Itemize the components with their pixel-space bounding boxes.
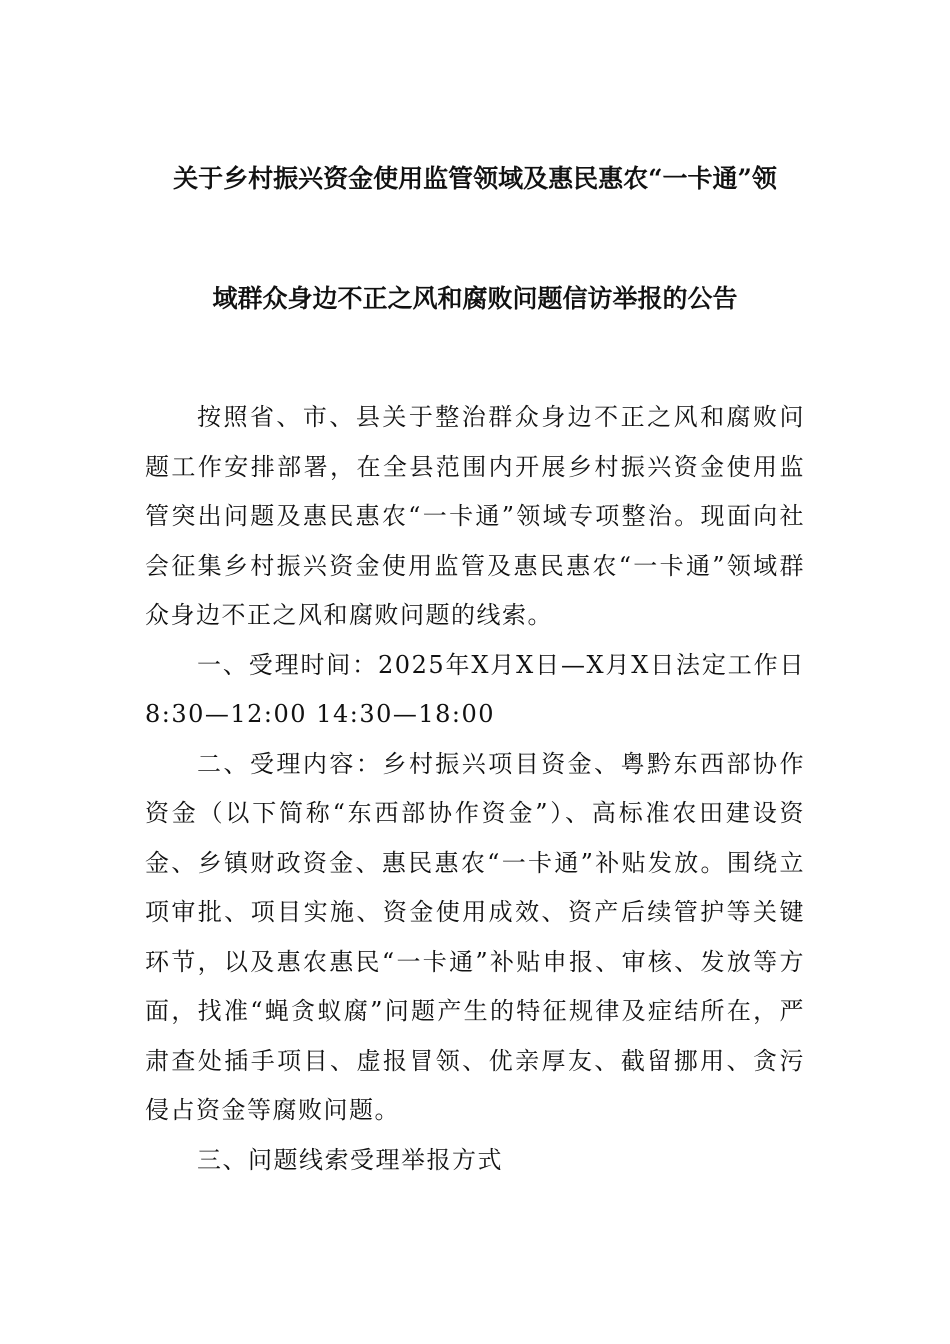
document-body: [145, 393, 805, 1185]
section-reporting-methods-heading: 三、问题线索受理举报方式: [197, 1145, 503, 1174]
section-acceptance-time: 一、受理时间：2025年X月X日—X月X日法定工作日8:30—12:00 14:30—18:00: [145, 650, 805, 728]
document-title-line-2: 域群众身边不正之风和腐败问题信访举报的公告: [212, 284, 738, 313]
section-acceptance-content: 二、受理内容：乡村振兴项目资金、粤黔东西部协作资金（以下简称“东西部协作资金”）、高标准农田建设资金、乡镇财政资金、惠民惠农“一卡通”补贴发放。围绕立项审批、项目实施、资金使用成效、资产后续管护等关键环节，以及惠农惠民“一卡通”补贴申报、审核、发放等方面，找准“蝇贪蚁腐”问题产生的特征规律及症结所在，严肃查处插手项目、虚报冒领、优亲厚友、截留挪用、贪污侵占资金等腐败问题。: [145, 749, 805, 1124]
intro-paragraph: 按照省、市、县关于整治群众身边不正之风和腐败问题工作安排部署，在全县范围内开展乡村振兴资金使用监管突出问题及惠民惠农“一卡通”领域专项整治。现面向社会征集乡村振兴资金使用监管及惠民惠农“一卡通”领域群众身边不正之风和腐败问题的线索。: [145, 403, 805, 629]
document-title-line-1: 关于乡村振兴资金使用监管领域及惠民惠农“一卡通”领: [173, 164, 777, 193]
